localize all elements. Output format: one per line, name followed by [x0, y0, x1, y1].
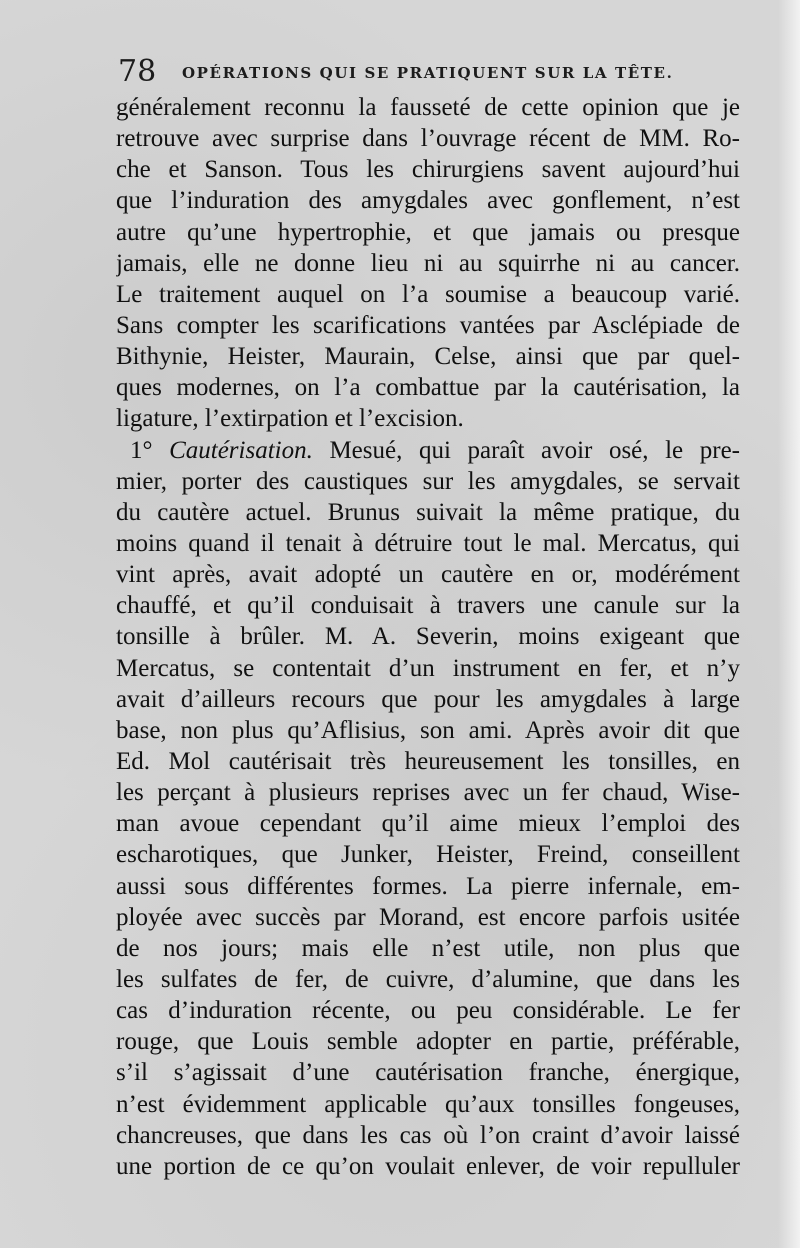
body-text	[116, 92, 740, 1182]
text-fragment: Mesué, qui paraît avoir osé, le pre-	[329, 436, 740, 464]
text-line: de nos jours; mais elle n’est utile, non plus que	[116, 934, 740, 962]
page-header	[118, 52, 683, 92]
paragraph-first-line	[116, 435, 740, 466]
text-line: s’il s’agissait d’une cautérisation franche, énergique,	[116, 1059, 740, 1087]
text-line: vint après, avait adopté un cautère en or, modérément	[116, 561, 740, 589]
text-line: chauffé, et qu’il conduisait à travers une canule sur la	[116, 592, 740, 620]
text-line: che et Sanson. Tous les chirurgiens savent aujourd’hui	[116, 156, 740, 184]
text-line: ployée avec succès par Morand, est encore parfois usitée	[116, 903, 740, 931]
text-line: Mercatus, se contentait d’un instrument en fer, et n’y	[116, 654, 740, 682]
text-line: base, non plus qu’Aflisius, son ami. Après avoir dit que	[116, 716, 740, 744]
paragraph-2	[116, 435, 740, 1182]
text-line: tonsille à brûler. M. A. Severin, moins exigeant que	[116, 623, 740, 651]
text-line: rouge, que Louis semble adopter en partie, préférable,	[116, 1028, 740, 1056]
text-line: ques modernes, on l’a combattue par la cautérisation, la	[116, 374, 740, 402]
text-line: Le traitement auquel on l’a soumise a beaucoup varié.	[116, 280, 740, 308]
text-line: du cautère actuel. Brunus suivait la même pratique, du	[116, 498, 740, 526]
text-line: les perçant à plusieurs reprises avec un fer chaud, Wise-	[116, 779, 740, 807]
text-line: Sans compter les scarifications vantées par Asclépiade de	[116, 311, 740, 339]
paragraph-1	[116, 92, 740, 435]
text-line: généralement reconnu la fausseté de cette opinion que je	[116, 94, 740, 121]
text-line: escharotiques, que Junker, Heister, Freind, conseillent	[116, 841, 740, 869]
text-line: que l’induration des amygdales avec gonflement, n’est	[116, 187, 740, 215]
section-number: 1°	[130, 436, 153, 464]
text-line: Ed. Mol cautérisait très heureusement les tonsilles, en	[116, 747, 740, 775]
text-line: retrouve avec surprise dans l’ouvrage récent de MM. Ro-	[116, 125, 740, 153]
text-line: les sulfates de fer, de cuivre, d’alumine, que dans les	[116, 965, 740, 993]
text-line: jamais, elle ne donne lieu ni au squirrhe ni au cancer.	[116, 249, 740, 277]
text-line: n’est évidemment applicable qu’aux tonsilles fongeuses,	[116, 1090, 740, 1118]
text-line: Bithynie, Heister, Maurain, Celse, ainsi que par quel-	[116, 343, 740, 371]
page-number: 78	[118, 54, 157, 89]
text-line: ligature, l’extirpation et l’excision.	[116, 405, 464, 433]
text-line: autre qu’une hypertrophie, et que jamais ou presque	[116, 218, 740, 246]
text-line: avait d’ailleurs recours que pour les amygdales à large	[116, 685, 740, 713]
text-line: aussi sous différentes formes. La pierre infernale, em-	[116, 872, 740, 900]
page-edge	[778, 0, 800, 1248]
text-line: mier, porter des caustiques sur les amygdales, se servait	[116, 467, 740, 495]
text-line: une portion de ce qu’on voulait enlever, de voir repulluler	[116, 1152, 740, 1180]
section-heading: Cautérisation.	[169, 436, 313, 464]
running-title: OPÉRATIONS QUI SE PRATIQUENT SUR LA TÊTE.	[182, 64, 674, 82]
text-line: cas d’induration récente, ou peu considérable. Le fer	[116, 997, 740, 1025]
text-line: man avoue cependant qu’il aime mieux l’emploi des	[116, 810, 740, 838]
text-line: chancreuses, que dans les cas où l’on craint d’avoir laissé	[116, 1121, 740, 1149]
text-line: moins quand il tenait à détruire tout le mal. Mercatus, qui	[116, 529, 740, 557]
